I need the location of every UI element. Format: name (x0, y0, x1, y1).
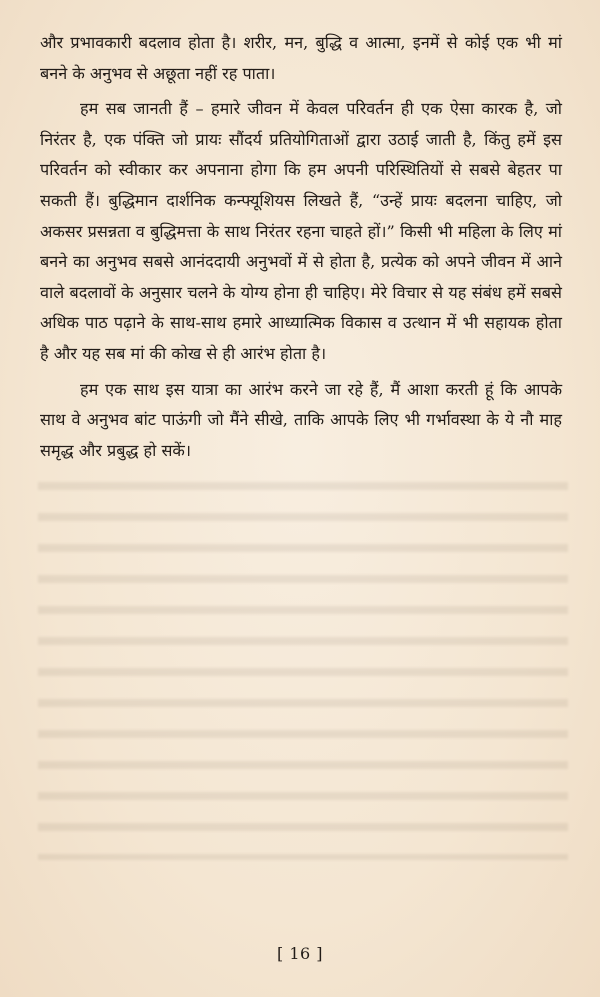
body-text (40, 28, 562, 471)
show-through-text (38, 470, 568, 860)
paragraph-3: हम एक साथ इस यात्रा का आरंभ करने जा रहे हैं, मैं आशा करती हूं कि आपके साथ वे अनुभव बांट पाऊंगी जो मैंने सीखे, ताकि आपके लिए भी गर्भावस्था के ये नौ माह समृद्ध और प्रबुद्ध हो सकें। (40, 379, 562, 460)
page-number: [ 16 ] (276, 944, 323, 963)
paragraph-1: और प्रभावकारी बदलाव होता है। शरीर, मन, बुद्धि व आत्मा, इनमें से कोई एक भी मां बनने के अनुभव से अछूता नहीं रह पाता। (40, 33, 562, 83)
paragraph-2: हम सब जानती हैं – हमारे जीवन में केवल परिवर्तन ही एक ऐसा कारक है, जो निरंतर है, एक पंक्ति जो प्रायः सौंदर्य प्रतियोगिताओं द्वारा उठाई जाती है, किंतु हमें इस परिवर्तन को स्वीकार कर अपनाना होगा कि हम अपनी परिस्थितियों से सबसे बेहतर पा सकती हैं। बुद्धिमान दार्शनिक कन्फ्यूशियस लिखते हैं, “उन्हें प्रायः बदलना चाहिए, जो अकसर प्रसन्नता व बुद्धिमत्ता के साथ निरंतर रहना चाहते हों।” किसी भी महिला के लिए मां बनने का अनुभव सबसे आनंददायी अनुभवों में से होता है, प्रत्येक को अपने जीवन में आने वाले बदलावों के अनुसार चलने के योग्य होना ही चाहिए। मेरे विचार से यह संबंध हमें सबसे अधिक पाठ पढ़ाने के साथ-साथ हमारे आध्यात्मिक विकास व उत्थान में भी सहायक होता है और यह सब मां की कोख से ही आरंभ होता है। (40, 99, 562, 363)
